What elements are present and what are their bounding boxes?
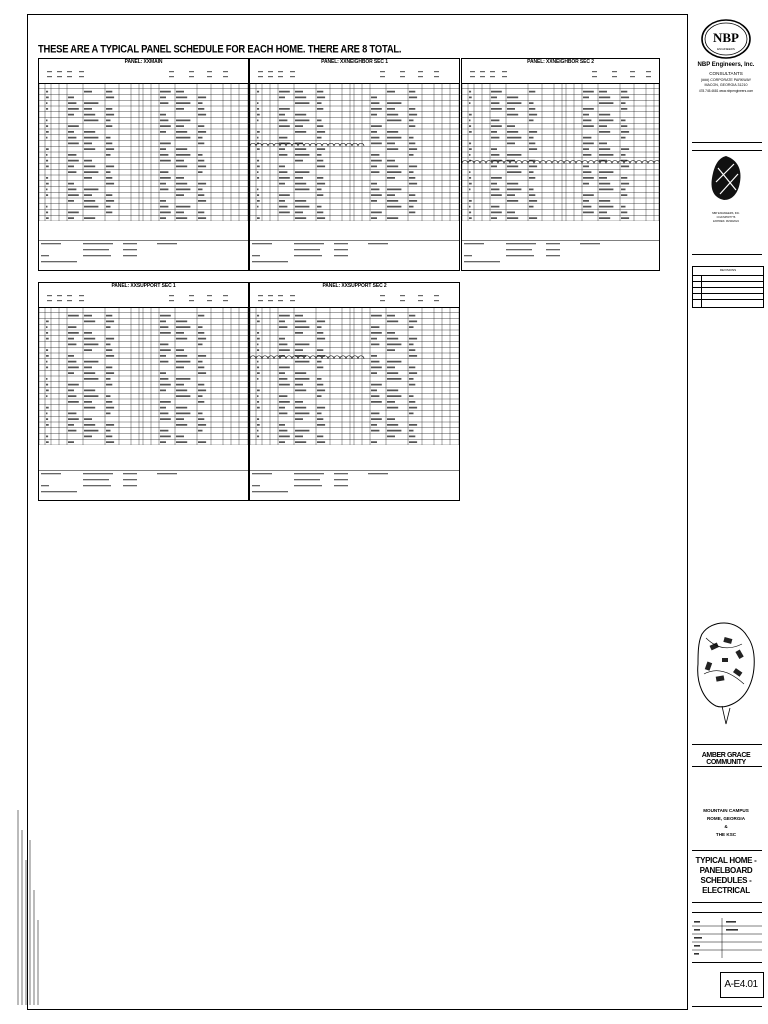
logo-text: NBP <box>713 30 739 45</box>
sheet-title: TYPICAL HOME - PANELBOARD SCHEDULES - ELECTRICAL <box>695 856 757 895</box>
schedule-grid-lines <box>250 83 459 221</box>
panel-title: PANEL: XXSUPPORT SEC 2 <box>322 283 387 289</box>
divider <box>692 744 762 745</box>
divider <box>692 254 762 255</box>
panel-circuit-table <box>39 307 248 445</box>
panel-circuit-table <box>250 307 459 445</box>
campus-site-plan <box>692 614 762 734</box>
seal-caption-2: COA/NPF#7776 <box>716 216 736 219</box>
panel-schedule-neighbor-sec2 <box>461 58 660 271</box>
revisions-table <box>692 266 764 308</box>
divider <box>692 1006 762 1007</box>
schedule-grid-lines <box>39 307 248 445</box>
panel-footer-notes <box>39 470 248 500</box>
nbp-logo <box>699 18 753 60</box>
divider <box>692 766 762 767</box>
title-block <box>688 14 764 1008</box>
panel-header-info <box>250 67 459 84</box>
divider <box>692 912 762 913</box>
panel-title: PANEL: XXNEIGHBOR SEC 2 <box>527 59 594 65</box>
firm-phone-web: 478.745.4681 www.nbpengineers.com <box>698 89 754 93</box>
footer-note-marks <box>462 240 659 270</box>
panel-header-marks <box>250 67 459 83</box>
engineer-seal <box>708 154 744 212</box>
panel-circuit-table <box>39 83 248 221</box>
schedule-grid-lines <box>39 83 248 221</box>
firm-address-1: (###) CORPORATE PARKWAY <box>700 78 752 82</box>
divider <box>692 962 762 963</box>
panel-header-info <box>462 67 659 84</box>
logo-subtext: ENGINEERS <box>717 47 735 51</box>
panel-schedule-neighbor-sec1 <box>249 58 460 271</box>
panel-header-marks <box>39 67 248 83</box>
panel-circuit-table <box>462 83 659 221</box>
panel-footer-notes <box>39 240 248 270</box>
panel-footer-notes <box>250 470 459 500</box>
footer-note-marks <box>39 240 248 270</box>
divider <box>692 850 762 851</box>
campus-line-2: ROME, GEORGIA <box>706 816 746 821</box>
vertical-fine-print <box>14 800 44 1010</box>
campus-line-4: THE KSC <box>715 832 737 837</box>
schedule-grid-lines <box>462 83 659 221</box>
panel-title: PANEL: XXMAIN <box>124 59 163 65</box>
sheet-heading-note: THESE ARE A TYPICAL PANEL SCHEDULE FOR EACH HOME. THERE ARE 8 TOTAL. <box>38 42 402 55</box>
divider <box>692 902 762 903</box>
footer-note-marks <box>250 470 459 500</box>
panel-schedule-support-sec1 <box>38 282 249 501</box>
panel-title: PANEL: XXNEIGHBOR SEC 1 <box>321 59 388 65</box>
panel-header-marks <box>250 291 459 307</box>
divider <box>692 142 762 143</box>
panel-footer-notes <box>462 240 659 270</box>
campus-line-1: MOUNTAIN CAMPUS <box>703 808 749 813</box>
panel-footer-notes <box>250 240 459 270</box>
firm-address-2: MACON, GEORGIA 31210 <box>704 83 748 87</box>
schedule-grid-lines <box>250 307 459 445</box>
firm-consultants: CONSULTANTS <box>709 71 743 76</box>
firm-name: NBP Engineers, Inc. <box>697 62 755 68</box>
panel-schedule-main <box>38 58 249 271</box>
panel-header-info <box>39 67 248 84</box>
divider <box>692 150 762 151</box>
footer-note-marks <box>39 470 248 500</box>
panel-schedule-support-sec2 <box>249 282 460 501</box>
footer-note-marks <box>250 240 459 270</box>
seal-caption-1: NBP ENGINEERS, INC. <box>712 212 740 215</box>
panel-header-marks <box>39 291 248 307</box>
panel-header-info <box>250 291 459 308</box>
revisions-header: REVISIONS <box>719 268 737 272</box>
panel-circuit-table <box>250 83 459 221</box>
project-name: AMBER GRACE COMMUNITY <box>701 752 751 766</box>
panel-header-info <box>39 291 248 308</box>
campus-line-3: & <box>724 824 728 829</box>
panel-title: PANEL: XXSUPPORT SEC 1 <box>111 283 176 289</box>
sheet-info-fields <box>692 918 762 958</box>
seal-caption-3: EXPIRES: 06/30/2024 <box>713 220 739 223</box>
panel-header-marks <box>462 67 659 83</box>
sheet-number: A-E4.01 <box>724 979 758 990</box>
